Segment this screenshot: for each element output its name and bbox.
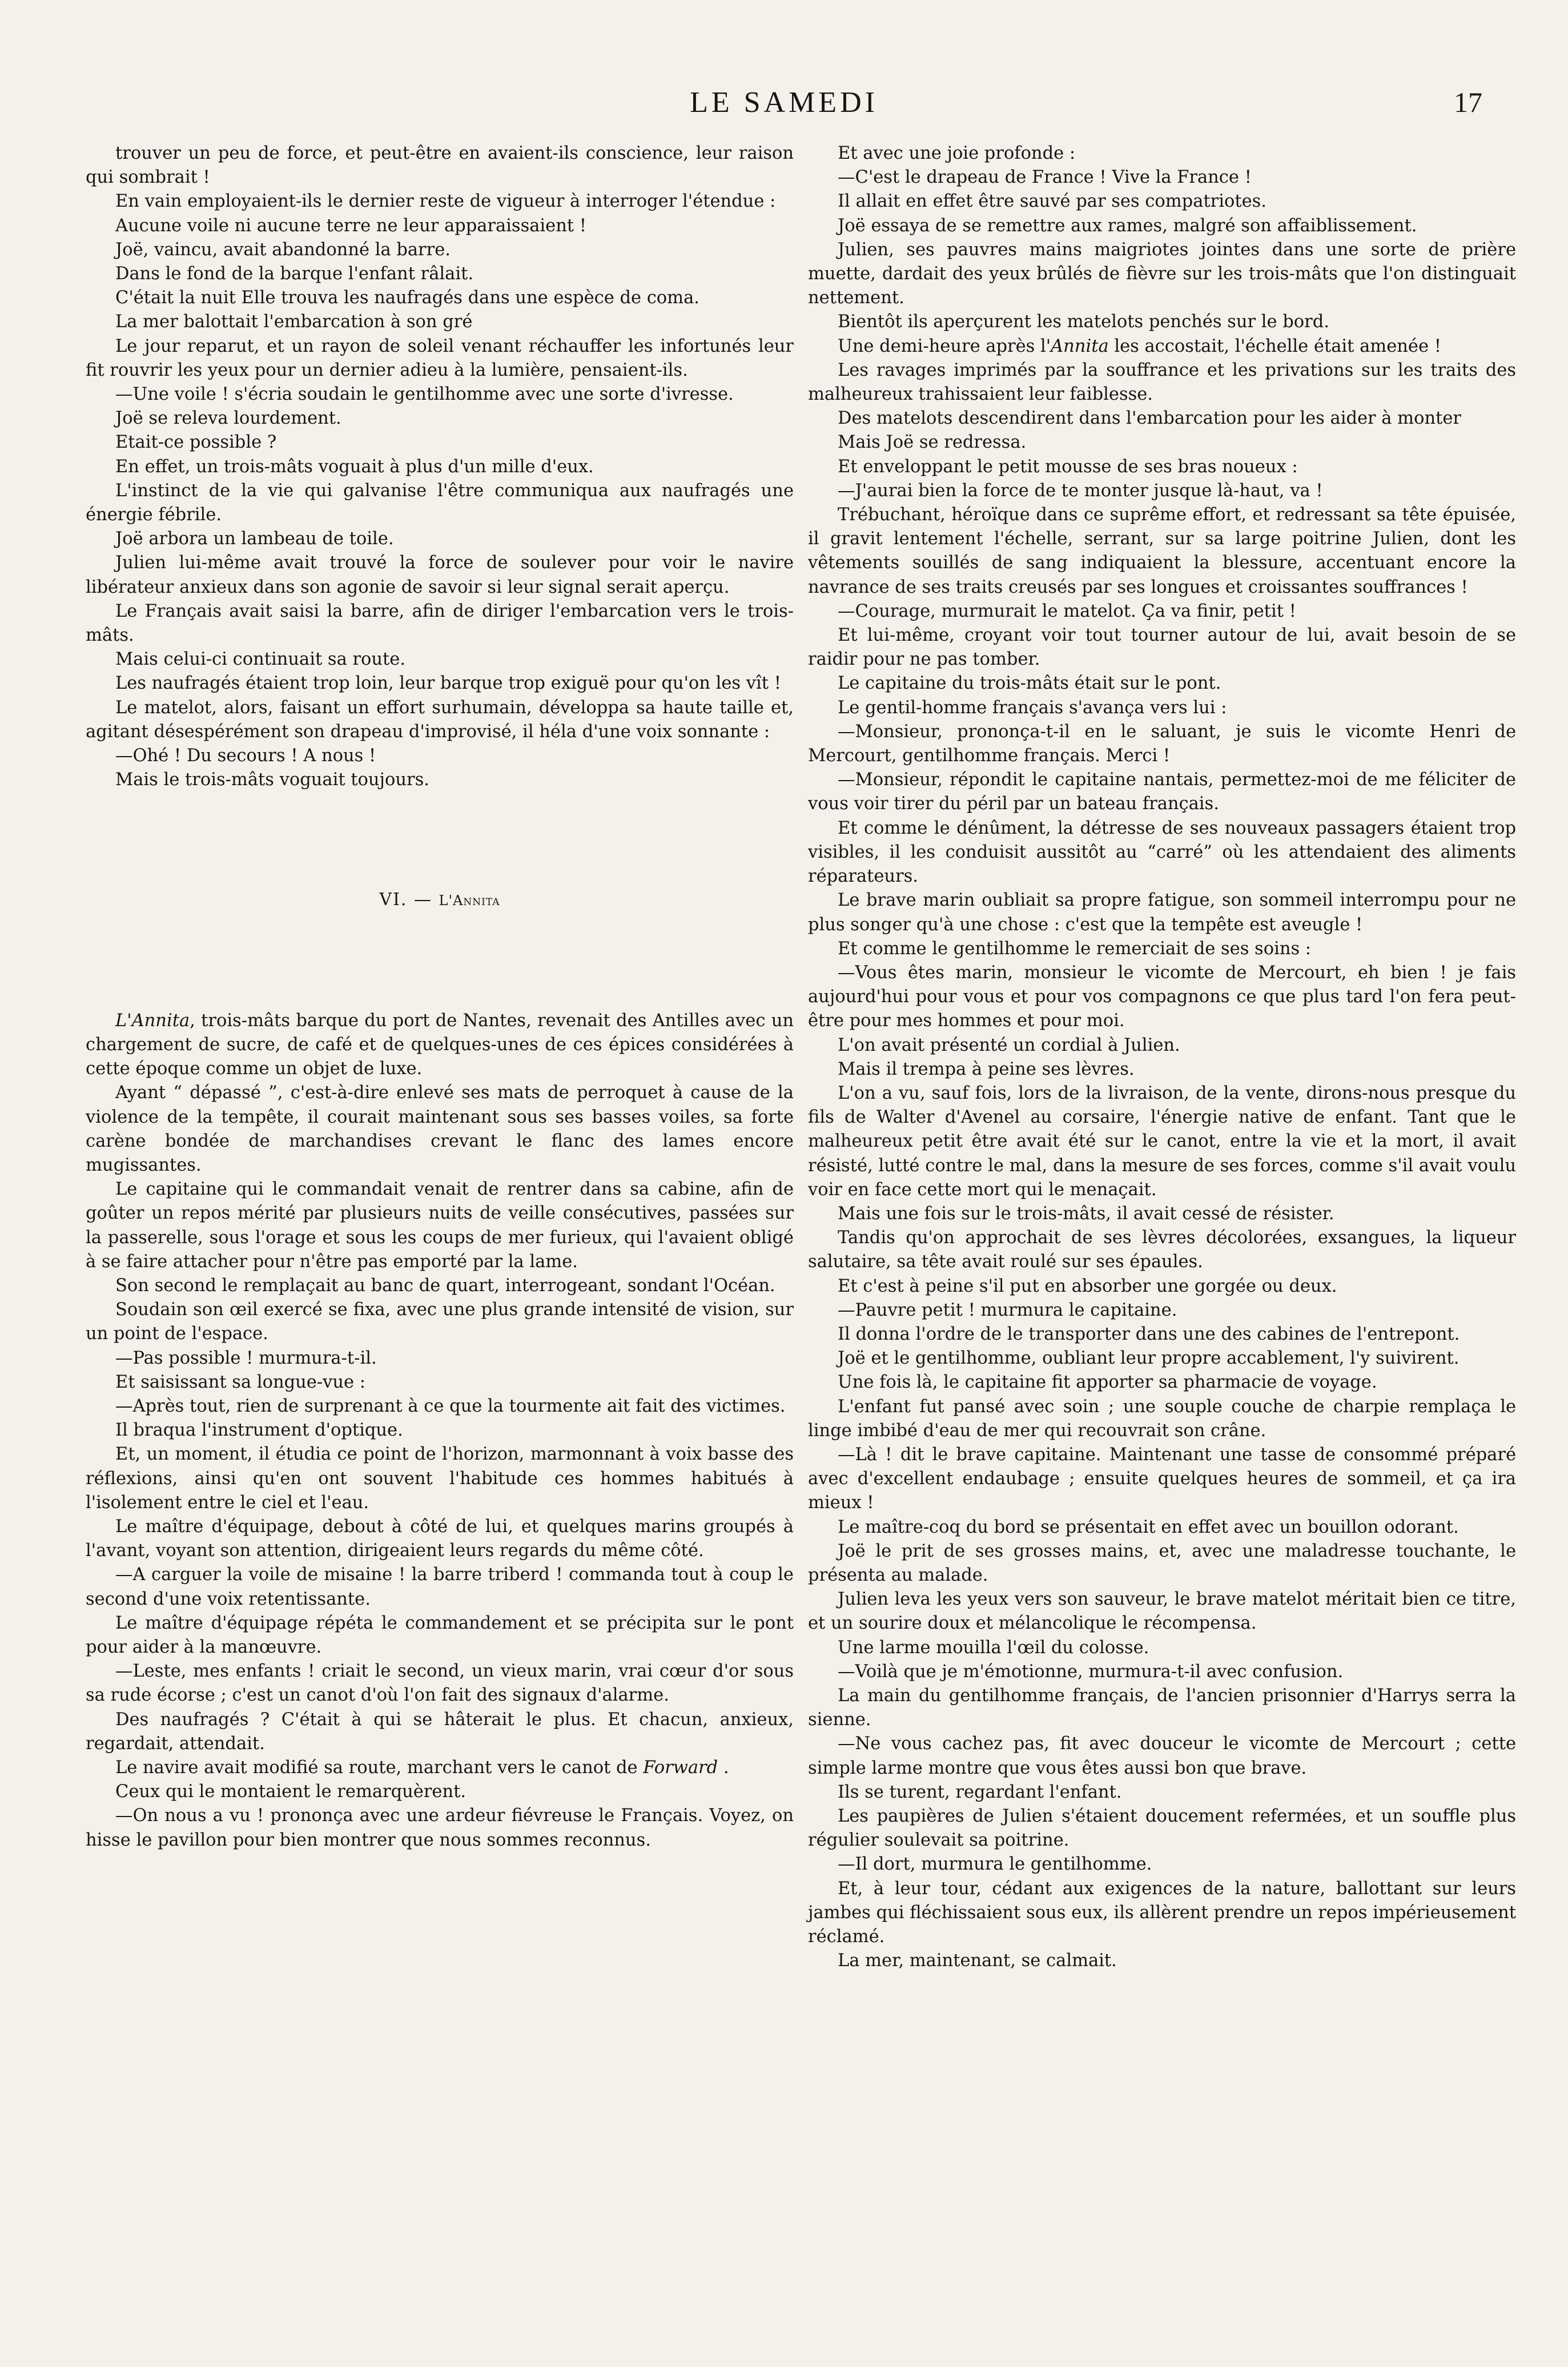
paragraph: Les ravages imprimés par la souffrance et les privations sur les traits des malheureux trahissaient leur faiblesse.: [808, 360, 1516, 405]
paragraph: Et c'est à peine s'il put en absorber une gorgée ou deux.: [838, 1276, 1337, 1296]
paragraph: Le Français avait saisi la barre, afin de diriger l'embarcation vers le trois-mâts.: [86, 601, 794, 646]
forward-text: Le navire avait modifié sa route, marchant vers le canot de: [115, 1757, 644, 1778]
right-paragraphs-before: [808, 142, 1516, 335]
paragraph: Trébuchant, héroïque dans ce suprême effort, et redressant sa tête épuisée, il gravit lentement l'échelle, serrant, sur sa large poitrine Julien, dont les vêtements souillés de sang indiquaient la blessure, accentuant encore la navrance de ses traits creusés par ses longues et croissantes souffrances !: [808, 505, 1516, 597]
paragraph: Joë essaya de se remettre aux rames, malgré son affaiblissement.: [838, 215, 1417, 236]
paragraph: —Ohé ! Du secours ! A nous !: [115, 746, 376, 766]
paragraph: —Après tout, rien de surprenant à ce que la tourmente ait fait des victimes.: [115, 1396, 786, 1416]
paragraph: —C'est le drapeau de France ! Vive la France !: [838, 167, 1252, 188]
ship-name: L'Annita: [115, 1010, 190, 1031]
annita-sentence-italic: Annita: [1051, 336, 1109, 356]
paragraph: Et comme le gentilhomme le remerciait de ses soins :: [838, 938, 1312, 959]
paragraph: —Courage, murmurait le matelot. Ça va finir, petit !: [838, 601, 1296, 621]
paragraph: —Monsieur, prononça-t-il en le saluant, je suis le vicomte Henri de Mercourt, gentilhomme français. Merci !: [808, 721, 1516, 766]
paragraph: Des naufragés ? C'était à qui se hâterait le plus. Et chacun, anxieux, regardait, attendait.: [86, 1709, 794, 1754]
forward-tail: .: [718, 1757, 729, 1778]
paragraph: Joë le prit de ses grosses mains, et, avec une maladresse touchante, le présenta au malade.: [808, 1541, 1516, 1585]
running-title: LE SAMEDI: [690, 86, 878, 119]
paragraph: Ayant “ dépassé ”, c'est-à-dire enlevé ses mats de perroquet à cause de la violence de la tempête, il courait maintenant sous ses basses voiles, sa forte carène bondée de marchandises crevant le flanc des lames encore mugissantes.: [86, 1083, 794, 1175]
paragraph: Le matelot, alors, faisant un effort surhumain, développa sa haute taille et, agitant désespérément son drapeau d'improvisé, il héla d'une voix sonnante :: [86, 697, 794, 742]
paragraph: Mais une fois sur le trois-mâts, il avait cessé de résister.: [838, 1203, 1334, 1224]
paragraph: Et enveloppant le petit mousse de ses bras noueux :: [838, 456, 1298, 477]
paragraph: trouver un peu de force, et peut-être en avaient-ils conscience, leur raison qui sombrait !: [86, 143, 794, 188]
annita-sentence-before: Une demi-heure après l': [838, 336, 1051, 356]
left-paragraphs-after: [86, 1081, 794, 1756]
paragraph: Le brave marin oubliait sa propre fatigue, son sommeil interrompu pour ne plus songer qu'à une chose : c'est que la tempête est aveugle !: [808, 890, 1516, 935]
paragraph: Joë se releva lourdement.: [115, 408, 341, 429]
paragraph: Joë arbora un lambeau de toile.: [115, 529, 394, 549]
paragraph: Mais Joë se redressa.: [838, 432, 1027, 453]
paragraph: Le maître d'équipage, debout à côté de lui, et quelques marins groupés à l'avant, voyant son attention, dirigeaient leurs regards du même côté.: [86, 1516, 794, 1561]
paragraph: Julien lui-même avait trouvé la force de soulever pour voir le navire libérateur anxieux dans son agonie de savoir si leur signal serait aperçu.: [86, 553, 794, 597]
forward-paragraph: [86, 1756, 794, 1780]
paragraph: L'on avait présenté un cordial à Julien.: [838, 1035, 1180, 1055]
paragraph: Et, à leur tour, cédant aux exigences de la nature, ballottant sur leurs jambes qui fléchissaient sous eux, ils allèrent prendre un repos impérieusement réclamé.: [808, 1878, 1516, 1947]
section-number: VI. —: [379, 890, 432, 910]
paragraph: Et avec une joie profonde :: [838, 143, 1076, 163]
paragraph: Son second le remplaçait au banc de quart, interrogeant, sondant l'Océan.: [115, 1275, 775, 1296]
paragraph: Mais il trempa à peine ses lèvres.: [838, 1059, 1135, 1079]
paragraph: Le maître d'équipage répéta le commandement et se précipita sur le pont pour aider à la manœuvre.: [86, 1613, 794, 1657]
paragraph: —Ne vous cachez pas, fit avec douceur le vicomte de Mercourt ; cette simple larme montre que vous êtes aussi bon que brave.: [808, 1734, 1516, 1778]
paragraph: Les paupières de Julien s'étaient doucement refermées, et un souffle plus régulier soulevait sa poitrine.: [808, 1806, 1516, 1851]
paragraph: —Là ! dit le brave capitaine. Maintenant une tasse de consommé préparé avec d'excellent endaubage ; ensuite quelques heures de sommeil, et ça ira mieux !: [808, 1444, 1516, 1513]
paragraph: Tandis qu'on approchait de ses lèvres décolorées, exsangues, la liqueur salutaire, sa tête avait roulé sur ses épaules.: [808, 1228, 1516, 1272]
paragraph: Il braqua l'instrument d'optique.: [115, 1420, 403, 1441]
paragraph: Le jour reparut, et un rayon de soleil venant réchauffer les infortunés leur fit rouvrir les yeux pour un dernier adieu à la lumière, pensaient-ils.: [86, 336, 794, 380]
paragraph: Une larme mouilla l'œil du colosse.: [838, 1637, 1149, 1658]
paragraph: —Leste, mes enfants ! criait le second, un vieux marin, vrai cœur d'or sous sa rude écorse ; c'est un canot d'où l'on fait des signaux d'alarme.: [86, 1661, 794, 1706]
paragraph: Une fois là, le capitaine fit apporter sa pharmacie de voyage.: [838, 1372, 1377, 1393]
paragraph: —Pauvre petit ! murmura le capitaine.: [838, 1300, 1177, 1320]
paragraph: —Monsieur, répondit le capitaine nantais, permettez-moi de me féliciter de vous voir tirer du péril par un bateau français.: [808, 770, 1516, 814]
page-number: 17: [1454, 86, 1482, 118]
paragraph: Joë, vaincu, avait abandonné la barre.: [115, 239, 451, 260]
paragraph: Il allait en effet être sauvé par ses compatriotes.: [838, 191, 1267, 212]
paragraph: —Vous êtes marin, monsieur le vicomte de Mercourt, eh bien ! je fais aujourd'hui pour vous et pour vos compagnons ce que plus tard l'on fera peut-être pour mes hommes et pour moi.: [808, 962, 1516, 1031]
paragraph: L'instinct de la vie qui galvanise l'être communiqua aux naufragés une énergie fébrile.: [86, 480, 794, 525]
paragraph: Julien leva les yeux vers son sauveur, le brave matelot méritait bien ce titre, et un sourire doux et mélancolique le récompensa.: [808, 1589, 1516, 1634]
paragraph: Mais celui-ci continuait sa route.: [115, 649, 406, 670]
paragraph: —On nous a vu ! prononça avec une ardeur fiévreuse le Français. Voyez, on hisse le pavillon pour bien montrer que nous sommes reconnus.: [86, 1806, 794, 1850]
paragraph: Et, un moment, il étudia ce point de l'horizon, marmonnant à voix basse des réflexions, ainsi qu'en ont souvent l'habitude ces hommes habitués à l'isolement entre le ciel et l'eau.: [86, 1444, 794, 1513]
paragraph: —Voilà que je m'émotionne, murmura-t-il avec confusion.: [838, 1661, 1344, 1682]
paragraph: —A carguer la voile de misaine ! la barre triberd ! commanda tout à coup le second d'une voix retentissante.: [86, 1565, 794, 1609]
paragraph: Mais le trois-mâts voguait toujours.: [115, 770, 429, 790]
paragraph: L'on a vu, sauf fois, lors de la livraison, de la vente, dirons-nous presque du fils de Walter d'Avenel au corsaire, l'énergie native de enfant. Tant que le malheureux petit être avait été sur le canot, entre la vie et la mort, il avait résisté, lutté contre le mal, dans la mesure de ses forces, comme s'il avait voulu voir en face cette mort qui le menaçait.: [808, 1083, 1516, 1200]
left-paragraphs-before: [86, 142, 794, 792]
paragraph: Le capitaine qui le commandait venait de rentrer dans sa cabine, afin de goûter un repos mérité par plusieurs nuits de veille consécutives, passées sur la passerelle, sous l'orage et sous les coups de mer furieux, qui l'avaient obligé à se faire attacher pour n'être pas emporté par la lame.: [86, 1179, 794, 1272]
annita-sentence-after: les accostait, l'échelle était amenée !: [1108, 336, 1441, 356]
paragraph: —J'aurai bien la force de te monter jusque là-haut, va !: [838, 480, 1323, 501]
paragraph: La mer balottait l'embarcation à son gré: [115, 312, 473, 332]
paragraph: C'était la nuit Elle trouva les naufragés dans une espèce de coma.: [115, 288, 699, 308]
paragraph: Bientôt ils aperçurent les matelots penchés sur le bord.: [838, 312, 1329, 332]
forward-italic: Forward: [643, 1757, 718, 1778]
paragraph: Julien, ses pauvres mains maigriotes jointes dans une sorte de prière muette, dardait des yeux brûlés de fièvre sur les trois-mâts que l'on distinguait nettement.: [808, 239, 1516, 308]
paragraph: Le capitaine du trois-mâts était sur le pont.: [838, 673, 1221, 694]
annita-paragraph-text: , trois-mâts barque du port de Nantes, revenait des Antilles avec un chargement de sucre, de café et de quelques-unes de ces épices considérées à cette époque comme un objet de luxe.: [86, 1010, 794, 1079]
paragraph: —Une voile ! s'écria soudain le gentilhomme avec une sorte d'ivresse.: [115, 384, 734, 405]
annita-paragraph: [86, 1009, 794, 1082]
paragraph: Dans le fond de la barque l'enfant râlait.: [115, 264, 474, 284]
paragraph: Et lui-même, croyant voir tout tourner autour de lui, avait besoin de se raidir pour ne pas tomber.: [808, 625, 1516, 670]
annita-sentence: [808, 335, 1516, 359]
paragraph: Ceux qui le montaient le remarquèrent.: [115, 1782, 467, 1802]
paragraph: La mer, maintenant, se calmait.: [838, 1951, 1117, 1971]
paragraph: Il donna l'ordre de le transporter dans une des cabines de l'entrepont.: [838, 1324, 1460, 1344]
paragraph: En vain employaient-ils le dernier reste de vigueur à interroger l'étendue :: [115, 191, 776, 212]
paragraph: L'enfant fut pansé avec soin ; une souple couche de charpie remplaça le linge imbibé d'eau de mer qui recouvrait son crâne.: [808, 1396, 1516, 1441]
paragraph: En effet, un trois-mâts voguait à plus d'un mille d'eux.: [115, 456, 594, 477]
left-column: [86, 142, 794, 1852]
paragraph: Des matelots descendirent dans l'embarcation pour les aider à monter: [838, 408, 1461, 429]
paragraph: Et saisissant sa longue-vue :: [115, 1372, 366, 1392]
right-paragraphs-after: [808, 359, 1516, 1974]
paragraph: Le maître-coq du bord se présentait en effet avec un bouillon odorant.: [838, 1517, 1459, 1537]
paragraph: —Il dort, murmura le gentilhomme.: [838, 1854, 1152, 1875]
paragraph: Et comme le dénûment, la détresse de ses nouveaux passagers étaient trop visibles, il les conduisit aussitôt au “carré” où les attendaient des aliments réparateurs.: [808, 818, 1516, 887]
page-header: [86, 86, 1482, 131]
section-title: L'Annita: [439, 893, 500, 909]
paragraph: Aucune voile ni aucune terre ne leur apparaissaient !: [115, 215, 587, 236]
section-heading: [86, 888, 794, 913]
paragraph: Ils se turent, regardant l'enfant.: [838, 1782, 1122, 1802]
paragraph: Les naufragés étaient trop loin, leur barque trop exiguë pour qu'on les vît !: [115, 673, 781, 694]
paragraph: Le gentil-homme français s'avança vers lui :: [838, 697, 1227, 718]
paragraph: Etait-ce possible ?: [115, 432, 277, 453]
paragraph: La main du gentilhomme français, de l'ancien prisonnier d'Harrys serra la sienne.: [808, 1686, 1516, 1730]
paragraph: Joë et le gentilhomme, oubliant leur propre accablement, l'y suivirent.: [838, 1348, 1460, 1369]
paragraph: Soudain son œil exercé se fixa, avec une plus grande intensité de vision, sur un point de l'espace.: [86, 1300, 794, 1344]
paragraph: —Pas possible ! murmura-t-il.: [115, 1348, 377, 1368]
left-paragraphs-end: [86, 1780, 794, 1852]
right-column: [808, 142, 1516, 1973]
